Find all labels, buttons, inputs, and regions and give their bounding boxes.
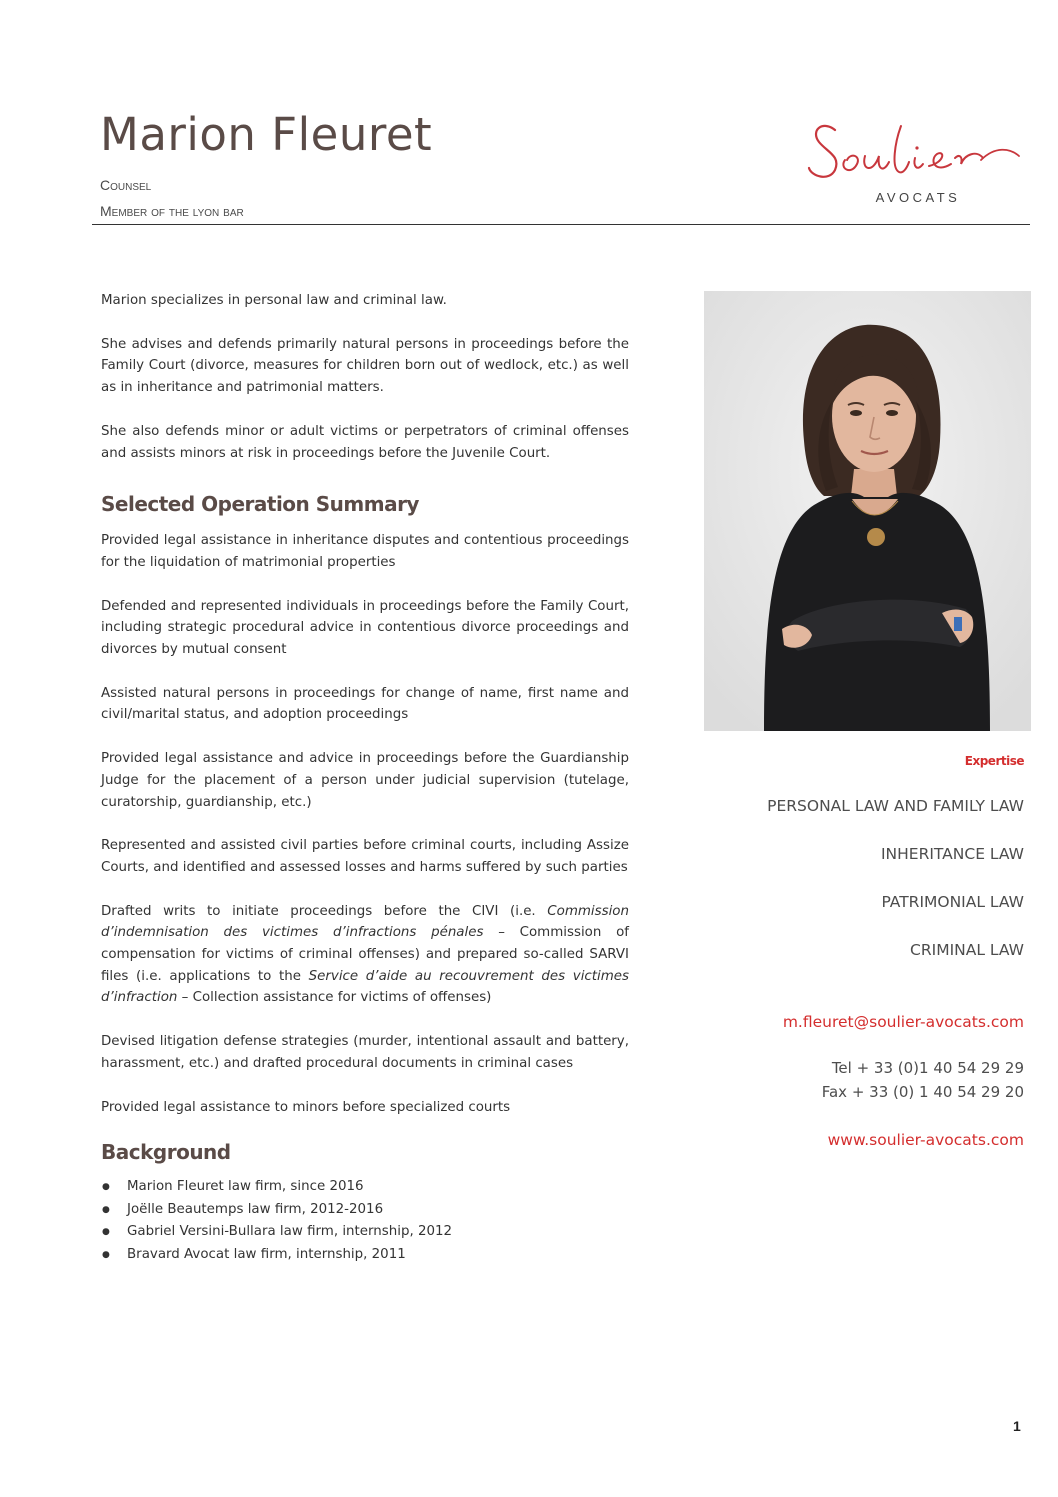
fax-number: Fax + 33 (0) 1 40 54 29 20 [821, 1083, 1024, 1101]
sarvi-italic: Service d’aide au recouvrement des victimes d’infraction [101, 968, 630, 1006]
section-heading-background: Background [101, 1140, 231, 1165]
list-item: ● Gabriel Versini-Bullara law firm, internship, 2012 [101, 1221, 629, 1244]
operation-item: Provided legal assistance and advice in proceedings before the Guardianship Judge for the placement of a person under judicial supervision (tutelage, curatorship, guardianship, etc.) [101, 751, 629, 810]
list-item: ● Bravard Avocat law firm, internship, 2011 [101, 1244, 629, 1267]
expertise-title: Expertise [964, 754, 1024, 768]
civi-text: – Commission of compensation for victims of criminal offenses) and prepared so-called SARVI files (i.e. applications to the [101, 925, 629, 984]
phone-number: Tel + 33 (0)1 40 54 29 29 [831, 1059, 1024, 1077]
section-heading-operations: Selected Operation Summary [101, 492, 419, 517]
expertise-item: PATRIMONIAL LAW [881, 893, 1024, 911]
civi-text: Drafted writs to initiate proceedings before the CIVI (i.e. [101, 903, 548, 919]
email-link[interactable]: m.fleuret@soulier-avocats.com [782, 1013, 1024, 1031]
intro-paragraph: Marion specializes in personal law and criminal law. [101, 293, 447, 308]
civi-italic: Commission d’indemnisation des victimes d’infractions pénales [101, 903, 629, 941]
operation-item: Represented and assisted civil parties before criminal courts, including Assize Courts, and identified and assessed losses and harms suffered by such parties [101, 838, 629, 875]
operation-item: Assisted natural persons in proceedings for change of name, first name and civil/marital status, and adoption proceedings [101, 685, 629, 723]
expertise-item: INHERITANCE LAW [880, 845, 1024, 863]
civi-text: – Collection assistance for victims of offenses) [177, 990, 492, 1006]
expertise-item: PERSONAL LAW AND FAMILY LAW [767, 797, 1024, 815]
list-item: ● Marion Fleuret law firm, since 2016 [101, 1176, 629, 1199]
page-title: Marion Fleuret [100, 108, 433, 161]
intro-paragraph: She also defends minor or adult victims or perpetrators of criminal offenses and assists minors at risk in proceedings before the Juvenile Court. [101, 423, 629, 461]
job-title: Counsel [100, 177, 152, 193]
header-divider [92, 224, 1030, 225]
expertise-item: CRIMINAL LAW [910, 941, 1024, 959]
website-link[interactable]: www.soulier-avocats.com [827, 1131, 1024, 1149]
portrait-photo [704, 291, 1031, 731]
portrait-illustration [704, 291, 1031, 731]
list-item: ● Joëlle Beautemps law firm, 2012-2016 [101, 1199, 629, 1222]
operation-item-civi [101, 901, 629, 1010]
operation-item: Provided legal assistance in inheritance disputes and contentious proceedings for the liquidation of matrimonial properties [101, 533, 629, 570]
logo-caption: AVOCATS [875, 190, 961, 205]
background-list [101, 1176, 629, 1266]
operation-item: Provided legal assistance to minors before specialized courts [101, 1099, 511, 1115]
bar-membership: Member of the lyon bar [100, 203, 244, 219]
operation-item: Defended and represented individuals in proceedings before the Family Court, including strategic procedural advice in contentious divorce proceedings and divorces by mutual consent [101, 598, 629, 658]
page-number: 1 [1013, 1418, 1021, 1434]
main-content [101, 290, 629, 1267]
operation-item: Devised litigation defense strategies (murder, intentional assault and battery, harassment, etc.) and drafted procedural documents in criminal cases [101, 1034, 629, 1071]
intro-paragraph: She advises and defends primarily natural persons in proceedings before the Family Court (divorce, measures for children born out of wedlock, etc.) as well as in inheritance and patrimonial matters. [101, 336, 629, 396]
